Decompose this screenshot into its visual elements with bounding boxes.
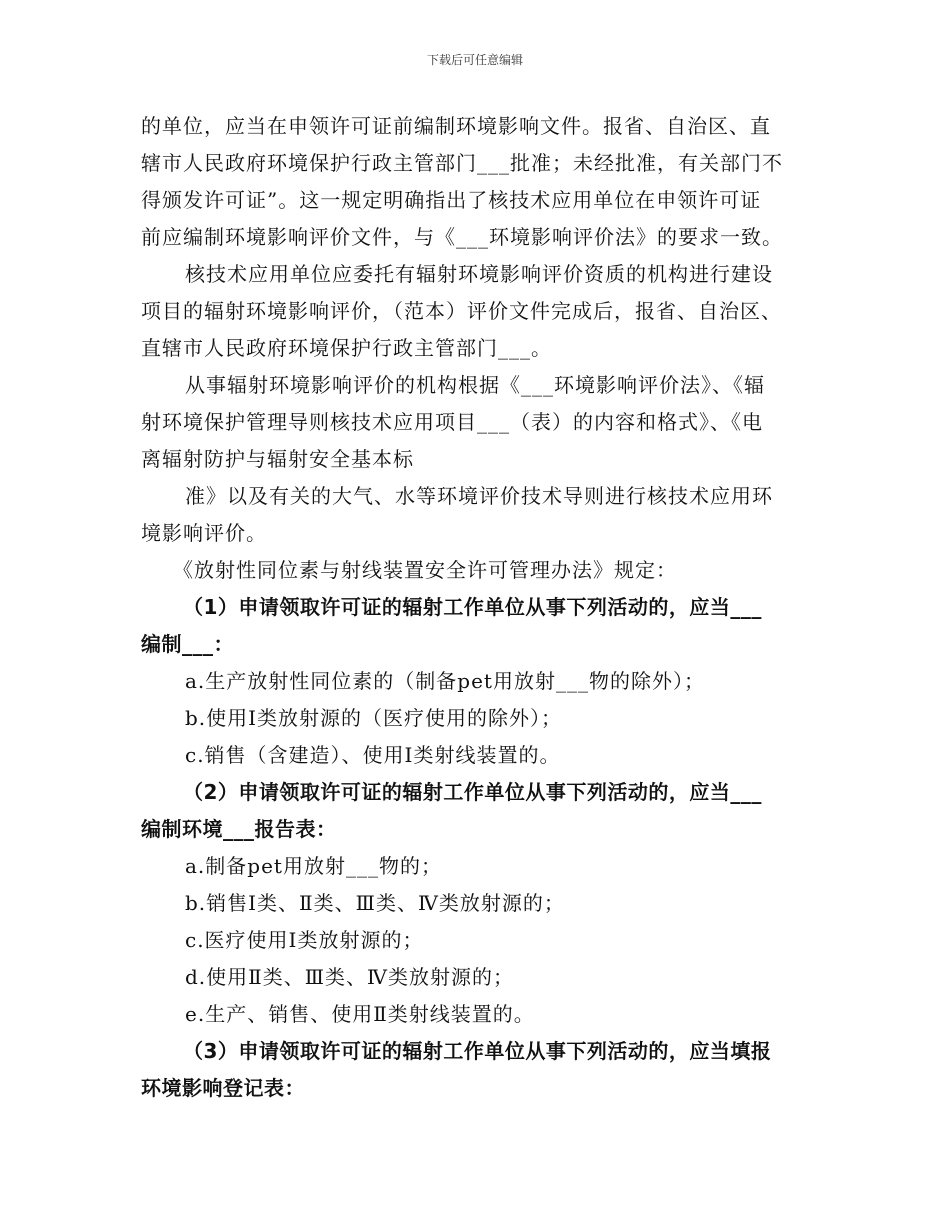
page-header: 下载后可任意编辑: [426, 53, 523, 67]
list-item: b.使用Ⅰ类放射源的（医疗使用的除外）；: [185, 706, 563, 730]
list-item: a.生产放射性同位素的（制备pet用放射___物的除外）；: [185, 669, 705, 693]
list-item: c.医疗使用Ⅰ类放射源的；: [185, 928, 424, 952]
clause-heading-line: 编制环境___报告表：: [141, 817, 337, 841]
clause-heading-line: 编制___：: [141, 632, 234, 656]
clause-heading-line: （2）申请领取许可证的辐射工作单位从事下列活动的，应当___: [183, 780, 762, 804]
list-item: a.制备pet用放射___物的；: [185, 854, 442, 878]
paragraph-line: 直辖市人民政府环境保护行政主管部门___。: [141, 336, 552, 360]
paragraph-line: 境影响评价。: [141, 521, 267, 545]
list-item: e.生产、销售、使用Ⅱ类射线装置的。: [185, 1002, 535, 1026]
clause-heading-line: （3）申请领取许可证的辐射工作单位从事下列活动的，应当填报: [183, 1039, 772, 1063]
paragraph-line: 离辐射防护与辐射安全基本标: [141, 447, 414, 471]
paragraph-line: 的单位，应当在申领许可证前编制环境影响文件。报省、自治区、直: [141, 114, 771, 138]
paragraph-line: 辖市人民政府环境保护行政主管部门___批准；未经批准，有关部门不: [141, 151, 783, 175]
paragraph-line: 得颁发许可证”。这一规定明确指出了核技术应用单位在申领许可证: [141, 188, 762, 212]
list-item: d.使用Ⅱ类、Ⅲ类、Ⅳ类放射源的；: [185, 965, 515, 989]
list-item: c.销售（含建造）、使用Ⅰ类射线装置的。: [185, 743, 561, 767]
document-body: [141, 108, 831, 1107]
paragraph-line: 核技术应用单位应委托有辐射环境影响评价资质的机构进行建设: [185, 262, 773, 286]
paragraph-line: 准》以及有关的大气、水等环境评价技术导则进行核技术应用环: [185, 484, 773, 508]
regulation-title-line: 《放射性同位素与射线装置安全许可管理办法》规定：: [173, 558, 677, 582]
paragraph-line: 项目的辐射环境影响评价，（范本）评价文件完成后，报省、自治区、: [141, 299, 782, 323]
paragraph-line: 射环境保护管理导则核技术应用项目___（表）的内容和格式》、《电: [141, 410, 763, 434]
list-item: b.销售Ⅰ类、Ⅱ类、Ⅲ类、Ⅳ类放射源的；: [185, 891, 565, 915]
paragraph-line: 前应编制环境影响评价文件，与《___环境影响评价法》的要求一致。: [141, 225, 783, 249]
clause-heading-line: 环境影响登记表：: [141, 1076, 305, 1100]
clause-heading-line: （1）申请领取许可证的辐射工作单位从事下列活动的，应当___: [183, 595, 762, 619]
paragraph-line: 从事辐射环境影响评价的机构根据《___环境影响评价法》、《辐: [185, 373, 765, 397]
